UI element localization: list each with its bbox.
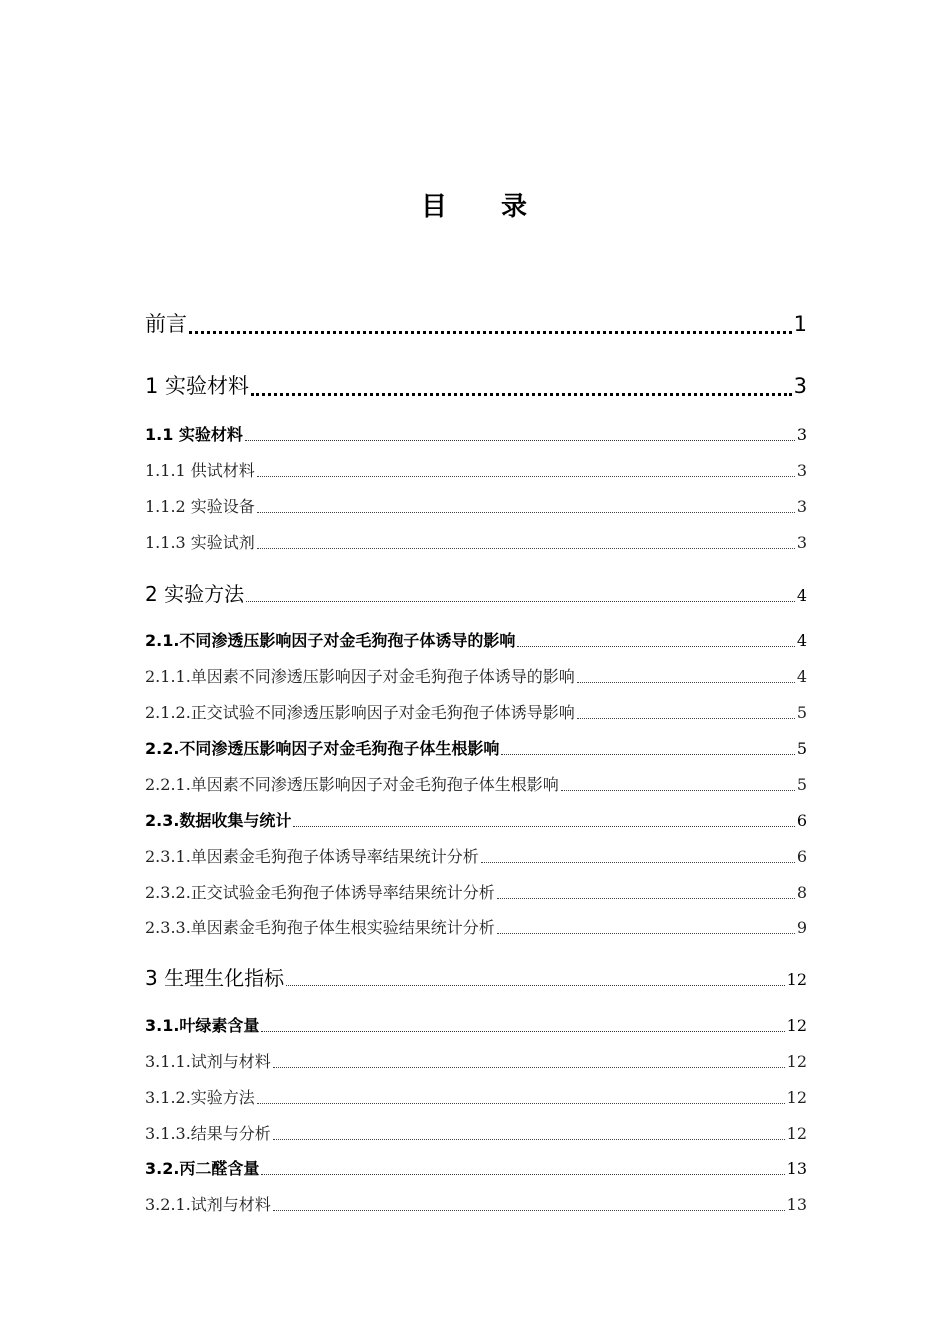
- toc-entry[interactable]: [145, 1049, 807, 1072]
- toc-entry-page-number: 6: [796, 811, 807, 830]
- toc-entry-label: 2.3.数据收集与统计: [145, 811, 292, 830]
- toc-entry-label: 1.1.2 实验设备: [145, 497, 255, 516]
- toc-entry-label: 3.1.3.结果与分析: [145, 1124, 271, 1143]
- toc-entry-page-number: 3: [796, 497, 807, 516]
- toc-entry[interactable]: [145, 308, 807, 338]
- toc-entry-label: 2.3.1.单因素金毛狗孢子体诱导率结果统计分析: [145, 847, 479, 866]
- toc-entry-page-number: 5: [796, 703, 807, 722]
- toc-entry[interactable]: [145, 494, 807, 517]
- toc-entry[interactable]: [145, 1192, 807, 1215]
- toc-entry-label: 3.2.丙二醛含量: [145, 1159, 260, 1178]
- dot-leader: [273, 1066, 785, 1068]
- toc-entry[interactable]: [145, 664, 807, 687]
- toc-entry-label: 2.1.1.单因素不同渗透压影响因子对金毛狗孢子体诱导的影响: [145, 667, 575, 686]
- toc-entry-page-number: 3: [796, 461, 807, 480]
- dot-leader: [261, 1030, 784, 1032]
- toc-entry-page-number: 4: [796, 586, 807, 605]
- toc-entry[interactable]: [145, 1085, 807, 1108]
- toc-entry[interactable]: [145, 1121, 807, 1144]
- toc-entry-page-number: 3: [796, 425, 807, 444]
- dot-leader: [293, 825, 794, 827]
- toc-entry-page-number: 12: [786, 1016, 807, 1035]
- toc-entry-page-number: 12: [786, 1052, 807, 1071]
- dot-leader: [257, 1102, 785, 1104]
- dot-leader: [257, 547, 795, 549]
- dot-leader: [257, 511, 795, 513]
- toc-entry-page-number: 4: [796, 631, 807, 650]
- dot-leader: [517, 645, 794, 647]
- toc-entry-label: 1 实验材料: [145, 374, 250, 398]
- toc-entry[interactable]: [145, 628, 807, 651]
- dot-leader: [257, 475, 795, 477]
- dot-leader: [577, 717, 795, 719]
- toc-entry-page-number: 5: [796, 775, 807, 794]
- toc-entry[interactable]: [145, 915, 807, 938]
- toc-entry-page-number: 9: [796, 918, 807, 937]
- dot-leader: [261, 1173, 784, 1175]
- dot-leader: [561, 789, 795, 791]
- toc-entry-label: 3 生理生化指标: [145, 966, 285, 990]
- toc-entry-label: 2.3.2.正交试验金毛狗孢子体诱导率结果统计分析: [145, 883, 495, 902]
- toc-entry-label: 1.1.1 供试材料: [145, 461, 255, 480]
- toc-entry-label: 2.2.不同渗透压影响因子对金毛狗孢子体生根影响: [145, 739, 500, 758]
- dot-leader: [501, 753, 794, 755]
- dot-leader: [286, 984, 785, 986]
- toc-entry-label: 3.1.1.试剂与材料: [145, 1052, 271, 1071]
- dot-leader: [497, 897, 795, 899]
- dot-leader: [189, 330, 792, 334]
- toc-entry-label: 3.2.1.试剂与材料: [145, 1195, 271, 1214]
- toc-title-char-1: 目: [420, 192, 449, 222]
- toc-entry-label: 2.1.2.正交试验不同渗透压影响因子对金毛狗孢子体诱导影响: [145, 703, 575, 722]
- toc-entry[interactable]: [145, 578, 807, 607]
- toc-entry-label: 2.2.1.单因素不同渗透压影响因子对金毛狗孢子体生根影响: [145, 775, 559, 794]
- toc-entry[interactable]: [145, 370, 807, 400]
- toc-entry[interactable]: [145, 700, 807, 723]
- toc-entry-page-number: 6: [796, 847, 807, 866]
- toc-entry[interactable]: [145, 772, 807, 795]
- toc-entry-page-number: 1: [793, 312, 807, 336]
- toc-entry[interactable]: [145, 458, 807, 481]
- toc-entry[interactable]: [145, 808, 807, 831]
- dot-leader: [273, 1138, 785, 1140]
- toc-entry-page-number: 4: [796, 667, 807, 686]
- toc-entry-page-number: 8: [796, 883, 807, 902]
- toc-entry-page-number: 3: [796, 533, 807, 552]
- toc-entry-page-number: 12: [786, 1124, 807, 1143]
- dot-leader: [273, 1209, 785, 1211]
- toc-entry-page-number: 13: [786, 1159, 807, 1178]
- toc-entry[interactable]: [145, 844, 807, 867]
- dot-leader: [246, 600, 795, 602]
- toc-entry-page-number: 13: [786, 1195, 807, 1214]
- toc-entry-label: 3.1.2.实验方法: [145, 1088, 255, 1107]
- dot-leader: [481, 861, 795, 863]
- toc-entry[interactable]: [145, 1013, 807, 1036]
- dot-leader: [251, 392, 792, 396]
- toc-entry-label: 2.3.3.单因素金毛狗孢子体生根实验结果统计分析: [145, 918, 495, 937]
- toc-entry-label: 1.1 实验材料: [145, 425, 243, 444]
- toc-entry-label: 前言: [145, 312, 187, 336]
- dot-leader: [497, 932, 795, 934]
- toc-entry[interactable]: [145, 962, 807, 991]
- toc-title-char-2: 录: [501, 192, 530, 222]
- toc-entry-label: 3.1.叶绿素含量: [145, 1016, 260, 1035]
- toc-entry[interactable]: [145, 422, 807, 445]
- toc-entry[interactable]: [145, 530, 807, 553]
- toc-title: [0, 186, 950, 223]
- toc-entry-page-number: 12: [786, 1088, 807, 1107]
- toc-entry-page-number: 3: [793, 374, 807, 398]
- toc-entry-label: 1.1.3 实验试剂: [145, 533, 255, 552]
- toc-entry-label: 2.1.不同渗透压影响因子对金毛狗孢子体诱导的影响: [145, 631, 516, 650]
- toc-entry-label: 2 实验方法: [145, 582, 245, 606]
- toc-entry[interactable]: [145, 736, 807, 759]
- toc-entry[interactable]: [145, 880, 807, 903]
- toc-entry[interactable]: [145, 1156, 807, 1179]
- toc-entry-page-number: 5: [796, 739, 807, 758]
- dot-leader: [577, 681, 795, 683]
- toc-entry-page-number: 12: [786, 970, 807, 989]
- dot-leader: [245, 439, 795, 441]
